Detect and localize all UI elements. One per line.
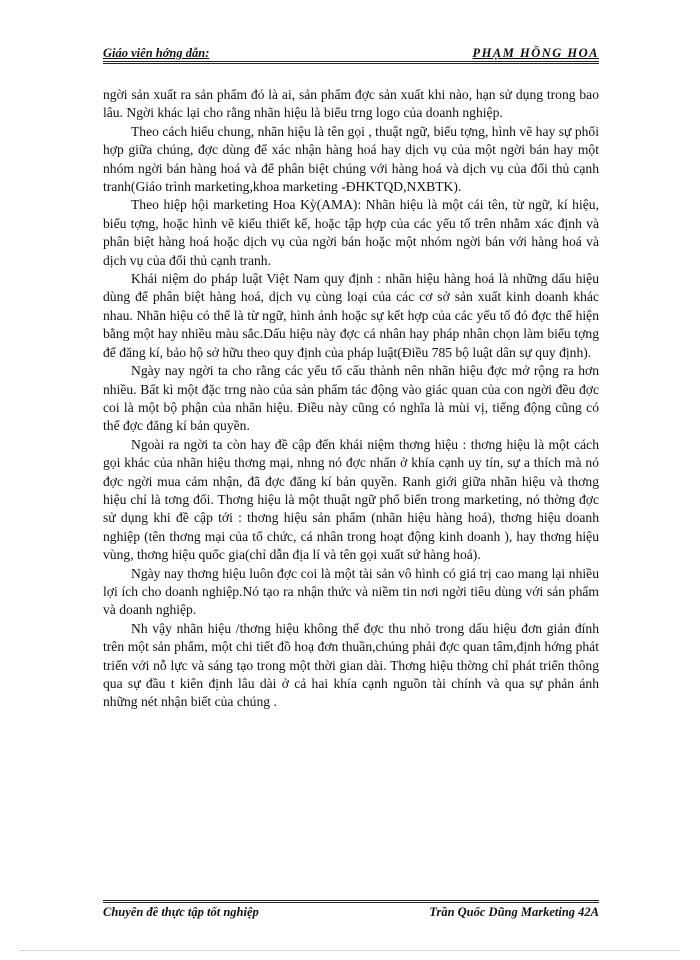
paragraph-5: Ngày nay ngời ta cho rằng các yếu tố cấu thành nên nhãn hiệu đợc mở rộng ra hơn nhiều. Bất kì một đặc trng nào của sản phẩm tác động vào giác quan của con ngời đều đợc coi là một bộ phận của nhãn hiệu. Điều này cũng có nghĩa là mùi vị, tiếng động cũng có thể đợc đăng kí bản quyền. — [103, 363, 599, 434]
footer-divider — [103, 900, 599, 903]
paragraph-7: Ngày nay thơng hiệu luôn đợc coi là một tài sản vô hình có giá trị cao mang lại nhiều lợi ích cho doanh nghiệp.Nó tạo ra nhận thức và niềm tin nơi ngời tiêu dùng với sản phẩm và doanh nghiệp. — [103, 565, 599, 618]
document-body — [103, 86, 599, 712]
paragraph-2: Theo cách hiểu chung, nhãn hiệu là tên gọi , thuật ngữ, biểu tợng, hình vẽ hay sự phối hợp giữa chúng, đợc dùng để xác nhận hàng hoá hay dịch vụ của một ngời bán hay một nhóm ngời bán hàng hoá và để phân biệt chúng với hàng hoá và dịch vụ của đối thủ cạnh tranh(Giáo trình marketing,khoa marketing -ĐHKTQD,NXBTK). — [103, 123, 599, 195]
paragraph-1: ngời sản xuất ra sản phẩm đó là ai, sản phẩm đợc sản xuất khi nào, hạn sử dụng trong bao lâu. Ngời khác lại cho rằng nhãn hiệu là biểu trng logo của doanh nghiệp. — [103, 87, 599, 121]
paragraph-4: Khái niệm do pháp luật Việt Nam quy định : nhãn hiệu hàng hoá là những dấu hiệu dùng để phân biệt hàng hoá, dịch vụ cùng loại của các cơ sở sản xuất kinh doanh khác nhau. Nhãn hiệu có thể là từ ngữ, hình ảnh hoặc sự kết hợp của các yếu tố đó đợc thể hiện bằng một hay nhiều màu sắc.Dấu hiệu này đợc cá nhân hay pháp nhân chọn làm biểu tợng để đăng kí, bảo hộ sở hữu theo quy định của pháp luật(Điều 785 bộ luật dân sự quy định). — [103, 271, 599, 360]
footer-author: Trần Quốc Dũng Marketing 42A — [429, 905, 599, 919]
page-footer — [103, 905, 599, 925]
header-divider — [103, 61, 599, 64]
footer-report-title: Chuyên đề thực tập tốt nghiệp — [103, 905, 259, 919]
paragraph-3: Theo hiệp hội marketing Hoa Kỳ(AMA): Nhãn hiệu là một cái tên, từ ngữ, kí hiệu, biểu tợng, hoặc hình vẽ kiểu thiết kế, hoặc tập hợp của các yếu tố trên nhằm xác định và phân biệt hàng hoá hoặc dịch vụ của ngời bán hoặc một nhóm ngời bán với hàng hoá và dịch vụ của đối thủ cạnh tranh. — [103, 197, 599, 268]
header-supervisor-label: Giáo viên hớng dẫn: — [103, 46, 210, 60]
page-boundary — [20, 950, 680, 951]
paragraph-8: Nh vậy nhãn hiệu /thơng hiệu không thể đợc thu nhỏ trong dấu hiệu đơn giản đính trên một sản phẩm, một chi tiết đồ hoạ đơn thuần,chúng phải đợc quan tâm,định hớng phát triển với nỗ lực và sáng tạo trong một thời gian dài. Thơng hiệu thờng chỉ phát triển thông qua sự đầu t kiên định lâu dài ở cả hai khía cạnh nguồn tài chính và qua sự phản ánh những nét nhận biết của chúng . — [103, 620, 599, 710]
header-supervisor-name: PHẠM HỒNG HOA — [472, 46, 599, 60]
paragraph-6: Ngoài ra ngời ta còn hay đề cập đến khái niệm thơng hiệu : thơng hiệu là một cách gọi khác của nhãn hiệu thơng mại, nhng nó đợc nhấn ở khía cạnh uy tín, sự a thích mà nó đợc ngời mua cảm nhận, đã đợc đăng kí bản quyền. Ranh giới giữa nhãn hiệu và thơng hiệu chỉ là tơng đối. Thơng hiệu là một thuật ngữ phổ biến trong marketing, nó thờng đợc sử dụng khi đề cập tới : thơng hiệu sản phẩm (nhãn hiệu hàng hoá), thơng hiệu doanh nghiệp (tên thơng mại của tổ chức, cá nhân trong hoạt động kinh doanh ), hay thơng hiệu vùng, thơng hiệu quốc gia(chỉ dẫn địa lí và tên gọi xuất sứ hàng hoá). — [103, 436, 599, 563]
